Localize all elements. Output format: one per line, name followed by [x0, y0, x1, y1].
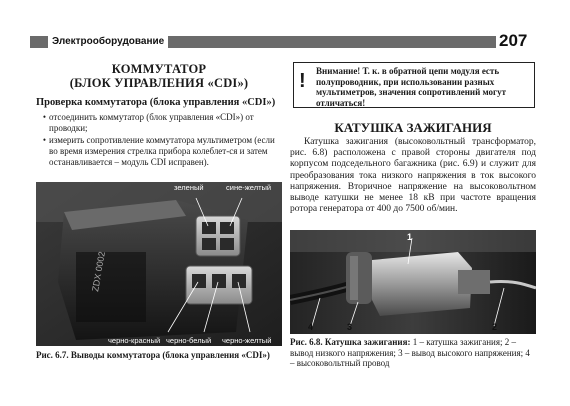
cdi-heading-line2: (БЛОК УПРАВЛЕНИЯ «CDI»): [69, 76, 249, 90]
ignition-coil-heading: КАТУШКА ЗАЖИГАНИЯ: [334, 120, 492, 135]
callout-2: 2: [492, 322, 498, 332]
list-item: • отсоединить коммутатор (блок управления «CDI») от проводки;: [42, 112, 254, 133]
warning-box: [293, 62, 535, 108]
label-blue-yellow: сине-желтый: [226, 183, 272, 192]
figure-6-8-caption-text: 1 – катушка зажигания; 2 – вывод низкого напряжения; 3 – вывод высокого напряжения; 4 – высоковольтный провод: [290, 337, 530, 368]
figure-6-7-caption: Рис. 6.7. Выводы коммутатора (блока управления «CDI»): [36, 350, 270, 360]
ignition-coil-photo: [290, 230, 536, 334]
exclamation-icon: !: [299, 70, 306, 92]
cdi-steps-list: [40, 112, 280, 169]
label-black-white: черно-белый: [166, 336, 212, 345]
figure-6-8-caption-bold: Рис. 6.8. Катушка зажигания:: [290, 337, 411, 347]
page-number: 207: [499, 31, 528, 50]
section-title: Электрооборудование: [48, 36, 168, 48]
figure-6-8-caption: [290, 337, 536, 369]
cdi-photo: [36, 182, 282, 346]
cdi-heading-line1: КОММУТАТОР: [111, 62, 207, 76]
cdi-heading: [36, 62, 282, 90]
ignition-coil-illustration: [290, 230, 536, 334]
callout-4: 4: [308, 322, 314, 332]
label-black-yellow: черно-желтый: [222, 336, 272, 345]
list-item: • измерить сопротивление коммутатора мультиметром (если во время измерения стрелка прибора колеблет-ся и затем останавливается – модуль CDI исправен).: [42, 135, 275, 167]
cdi-subheading: Проверка коммутатора (блока управления «CDI»): [36, 97, 276, 108]
warning-text: Внимание! Т. к. в обратной цепи модуля есть полупроводник, при использовании разных мультиметров, значения сопротивлений могут отличаться!: [316, 66, 507, 108]
cdi-photo-illustration: [36, 182, 282, 346]
callout-1: 1: [407, 232, 413, 242]
callout-3: 3: [347, 322, 353, 332]
label-black-red: черно-красный: [108, 336, 161, 345]
label-green: зеленый: [174, 183, 204, 192]
svg-text:ZDX 0002: ZDX 0002: [90, 250, 108, 293]
ignition-coil-paragraph: Катушка зажигания (высоковольтный трансформатор, рис. 6.8) расположена с правой стороны двигателя под корпусом подседельного багажника (рис. 6.9) и служит для преобразования тока низкого напряжения в ток высокого напряжения. Вторичное напряжение на высоковольтном выводе катушки не менее 18 кВ при частоте вращения ротора генератора от 400 до 7500 об/мин.: [290, 137, 536, 215]
